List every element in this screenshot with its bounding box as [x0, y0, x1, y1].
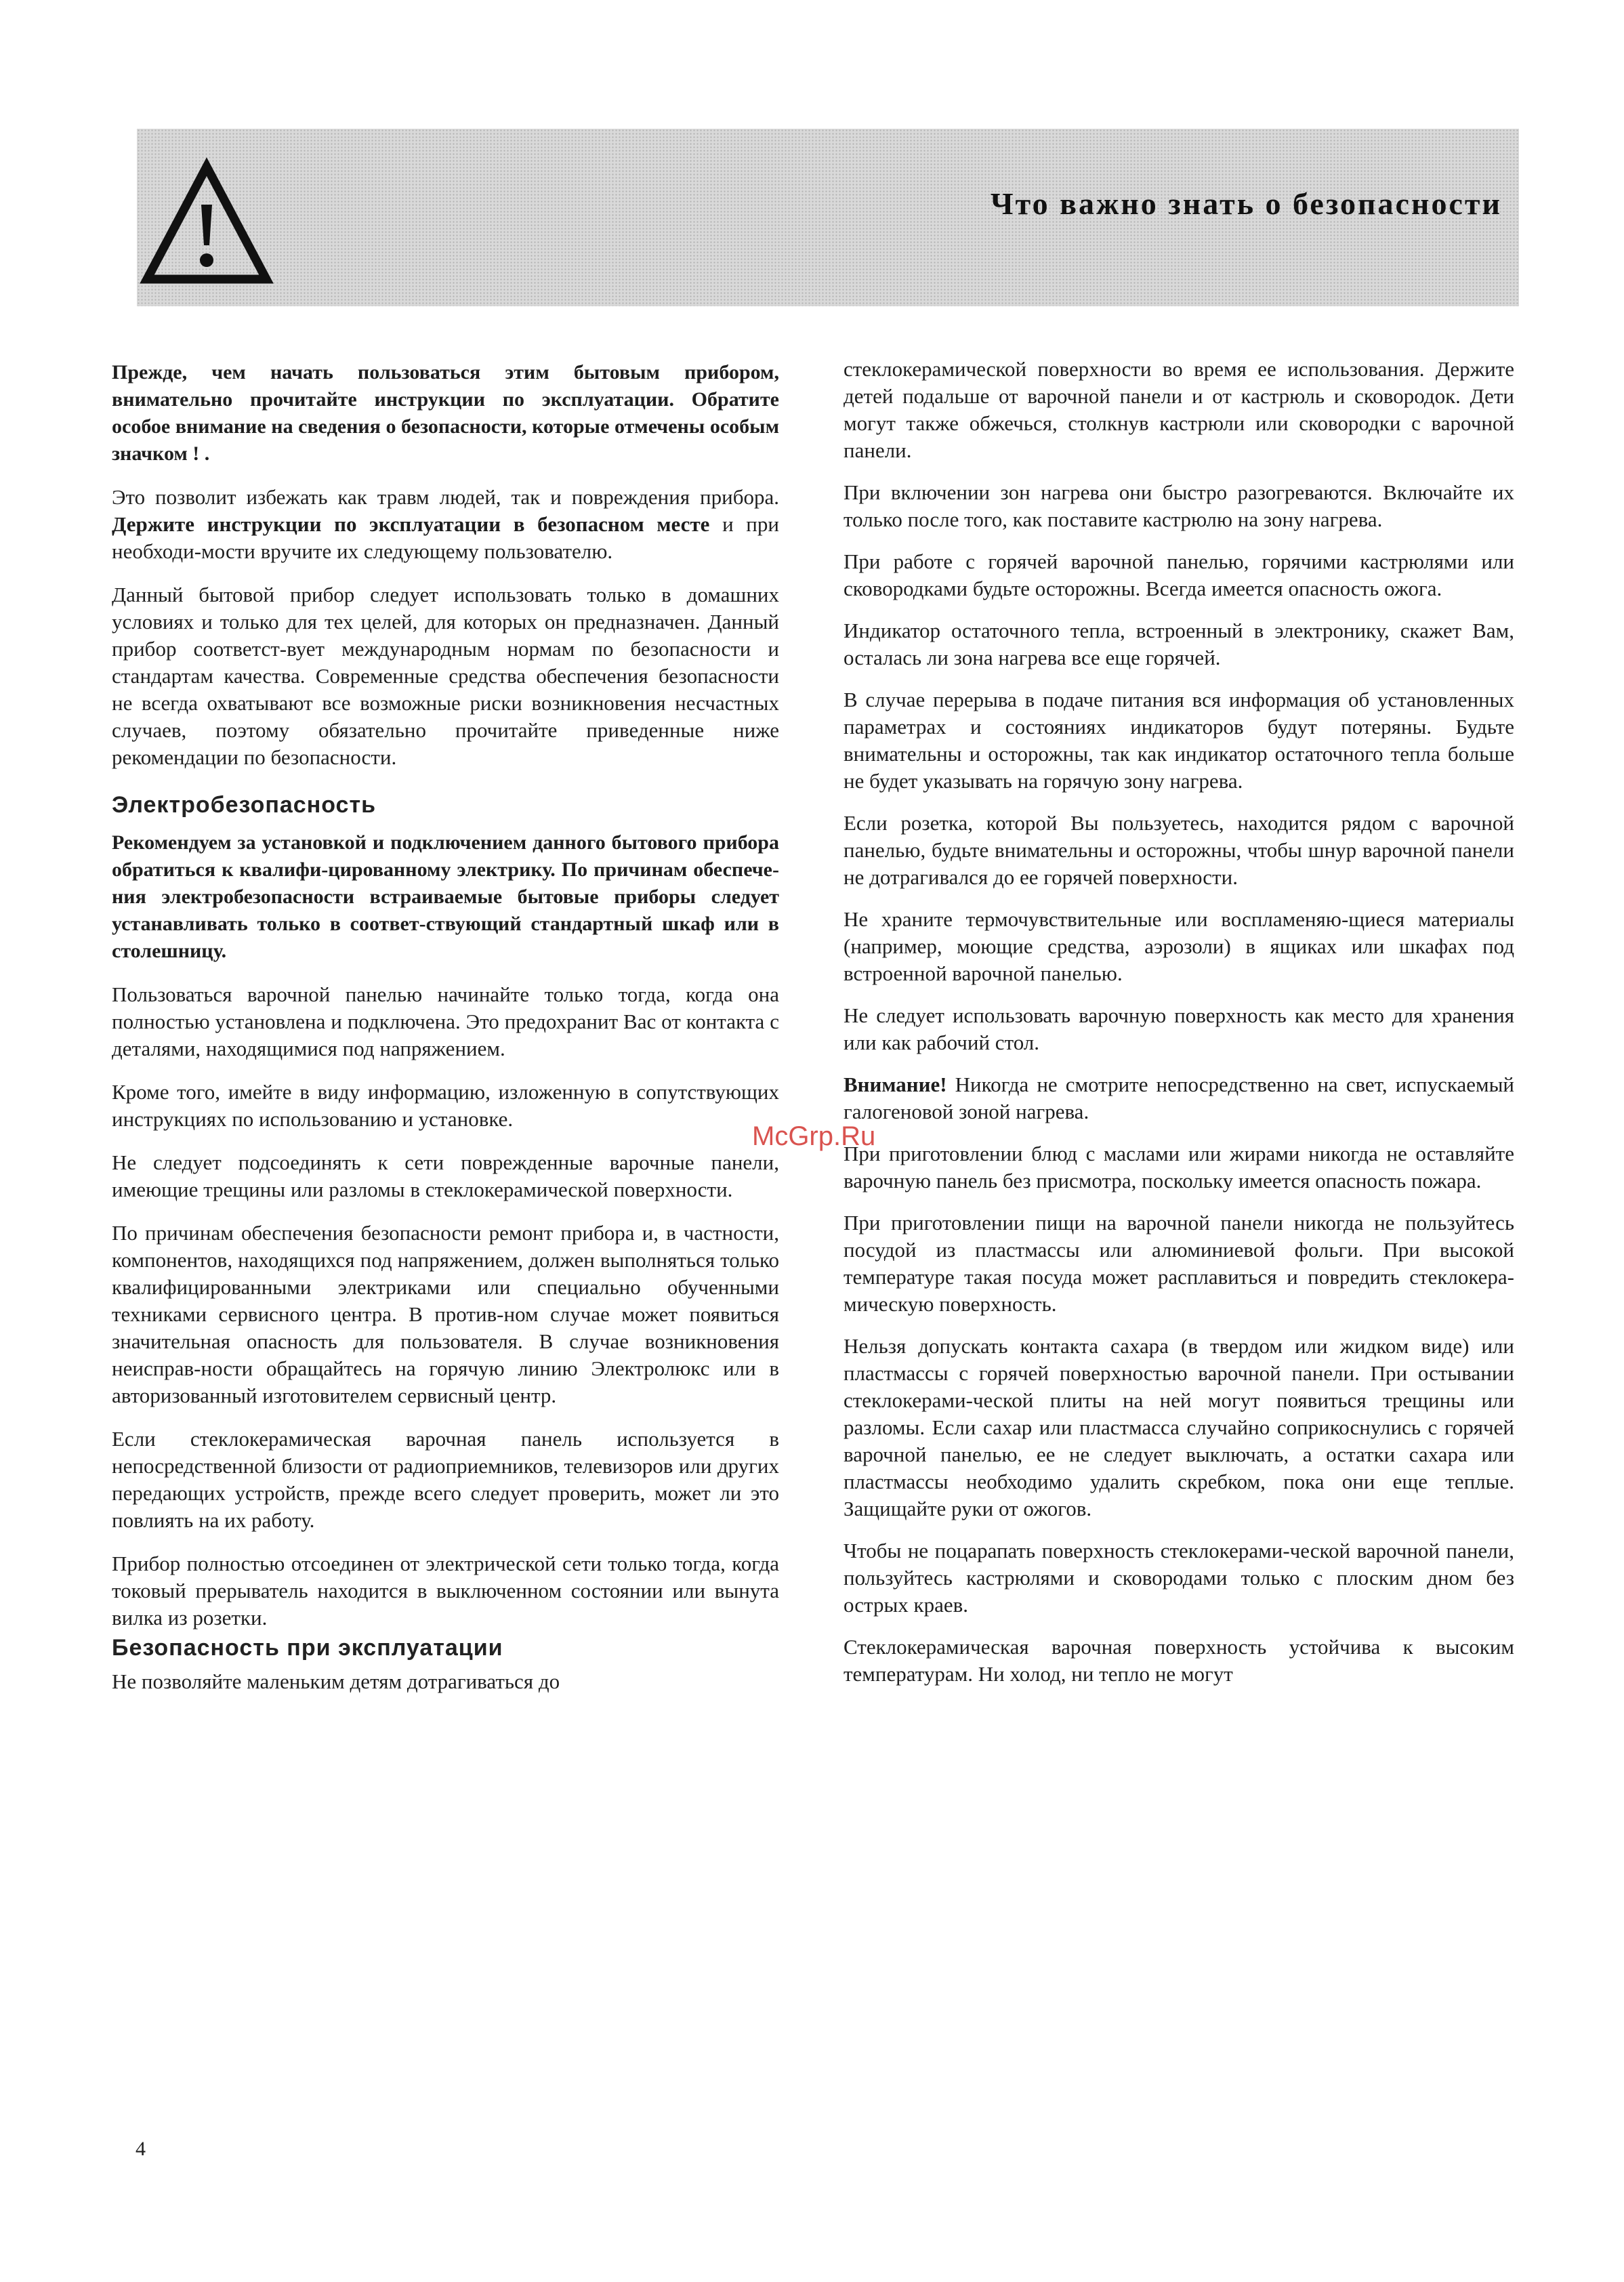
watermark: McGrp.Ru	[752, 1121, 876, 1151]
paragraph: При включении зон нагрева они быстро разогреваются. Включайте их только после того, как поставите кастрюлю на зону нагрева.	[844, 480, 1514, 531]
paragraph: Если стеклокерамическая варочная панель используется в непосредственной близости от радиоприемников, телевизоров или других передающих устройств, прежде всего следует проверить, может ли это повлиять на их работу.	[112, 1427, 779, 1532]
section-heading-usage-safety: Безопасность при эксплуатации	[112, 1635, 503, 1661]
paragraph: Не храните термочувствительные или воспламеняю-щиеся материалы (например, моющие средства, аэрозоли) в ящиках или шкафах под встроенной варочной панелью.	[844, 907, 1514, 985]
paragraph: При приготовлении пищи на варочной панели никогда не пользуйтесь посудой из пластмассы или алюминиевой фольги. При высокой температуре такая посуда может расплавиться и повредить стеклокера-мическую поверхность.	[844, 1211, 1514, 1316]
paragraph: Если розетка, которой Вы пользуетесь, находится рядом с варочной панелью, будьте внимательны и осторожны, чтобы шнур варочной панели не дотрагивался до ее горячей поверхности.	[844, 811, 1514, 889]
paragraph: Нельзя допускать контакта сахара (в твердом или жидком виде) или пластмассы с горячей поверхностью варочной панели. При остывании стеклокерами-ческой плиты на ней могут появиться трещины или разломы. Если сахар или пластмасса случайно соприкоснулись с горячей варочной панелью, ее не следует выключать, а остатки сахара или пластмассы необходимо удалить скребком, пока они еще теплые. Защищайте руки от ожогов.	[844, 1334, 1514, 1520]
paragraph: Индикатор остаточного тепла, встроенный в электронику, скажет Вам, осталась ли зона нагрева все еще горячей.	[844, 619, 1514, 669]
paragraph: Чтобы не поцарапать поверхность стеклокерами-ческой варочной панели, пользуйтесь кастрюлями и сковородами только с плоским дном без острых краев.	[844, 1539, 1514, 1617]
paragraph: стеклокерамической поверхности во время ее использования. Держите детей подальше от варочной панели и от кастрюль и сковородок. Дети могут также обжечься, столкнув кастрюли или сковородки с варочной панели.	[844, 357, 1514, 462]
paragraph: Не следует использовать варочную поверхность как место для хранения или как рабочий стол.	[844, 1003, 1514, 1054]
right-column	[844, 356, 1514, 1703]
paragraph: По причинам обеспечения безопасности ремонт прибора и, в частности, компонентов, находящихся под напряжением, должен выполняться только квалифицированными электриками или специально обученными техниками сервисного центра. В против-ном случае может появиться значительная опасность для пользователя. В случае возникновения неисправ-ности обращайтесь на горячую линию Электролюкс или в авторизованный изготовителем сервисный центр.	[112, 1221, 779, 1407]
paragraph: Прибор полностью отсоединен от электрической сети только тогда, когда токовый прерыватель находится в выключенном состоянии или вынута вилка из розетки.	[112, 1552, 779, 1630]
page-title: Что важно знать о безопасности	[990, 186, 1502, 221]
intro-paragraph: Прежде, чем начать пользоваться этим бытовым прибором, внимательно прочитайте инструкции по эксплуатации. Обратите особое внимание на сведения о безопасности, которые отмечены особым значком ! .	[112, 361, 779, 465]
attention-label: Внимание!	[844, 1073, 947, 1096]
paragraph: В случае перерыва в подаче питания вся информация об установленных параметрах и состояниях индикаторов будут потеряны. Будьте внимательны и осторожны, так как индикатор остаточного тепла больше не будет указывать на горячую зону нагрева.	[844, 688, 1514, 793]
paragraph: Стеклокерамическая варочная поверхность устойчива к высоким температурам. Ни холод, ни тепло не могут	[844, 1635, 1514, 1686]
paragraph: Это позволит избежать как травм людей, так и повреждения прибора. Держите инструкции по эксплуатации в безопасном месте и при необходи-мости вручите их следующему пользователю.	[112, 485, 779, 563]
paragraph: Не позволяйте маленьким детям дотрагиваться до	[112, 1669, 560, 1693]
paragraph: При работе с горячей варочной панелью, горячими кастрюлями или сковородками будьте осторожны. Всегда имеется опасность ожога.	[844, 549, 1514, 600]
left-column	[112, 359, 779, 1712]
paragraph: Не следует подсоединять к сети поврежденные варочные панели, имеющие трещины или разломы в стеклокерамической поверхности.	[112, 1150, 779, 1201]
paragraph: При приготовлении блюд с маслами или жирами никогда не оставляйте варочную панель без присмотра, поскольку имеется опасность пожара.	[844, 1142, 1514, 1192]
page-number: 4	[136, 2138, 146, 2160]
paragraph: Внимание! Никогда не смотрите непосредственно на свет, испускаемый галогеновой зоной нагрева.	[844, 1073, 1514, 1123]
warning-triangle-icon	[139, 157, 274, 289]
paragraph-bold: Рекомендуем за установкой и подключением данного бытового прибора обратиться к квалифи-цированному электрику. По причинам обеспече-ния электробезопасности встраиваемые бытовые приборы следует устанавливать только в соответ-ствующий стандартный шкаф или в столешницу.	[112, 831, 779, 962]
paragraph: Данный бытовой прибор следует использовать только в домашних условиях и только для тех целей, для которых он предназначен. Данный прибор соответст-вует международным нормам по безопасности и стандартам качества. Современные средства обеспечения безопасности не всегда охватывают все возможные риски возникновения несчастных случаев, поэтому обязательно прочитайте приведенные ниже рекомендации по безопасности.	[112, 583, 779, 769]
paragraph: Кроме того, имейте в виду информацию, изложенную в сопутствующих инструкциях по использованию и установке.	[112, 1080, 779, 1131]
section-heading-electrical-safety: Электробезопасность	[112, 792, 377, 818]
paragraph: Пользоваться варочной панелью начинайте только тогда, когда она полностью установлена и подключена. Это предохранит Вас от контакта с деталями, находящимися под напряжением.	[112, 982, 779, 1060]
